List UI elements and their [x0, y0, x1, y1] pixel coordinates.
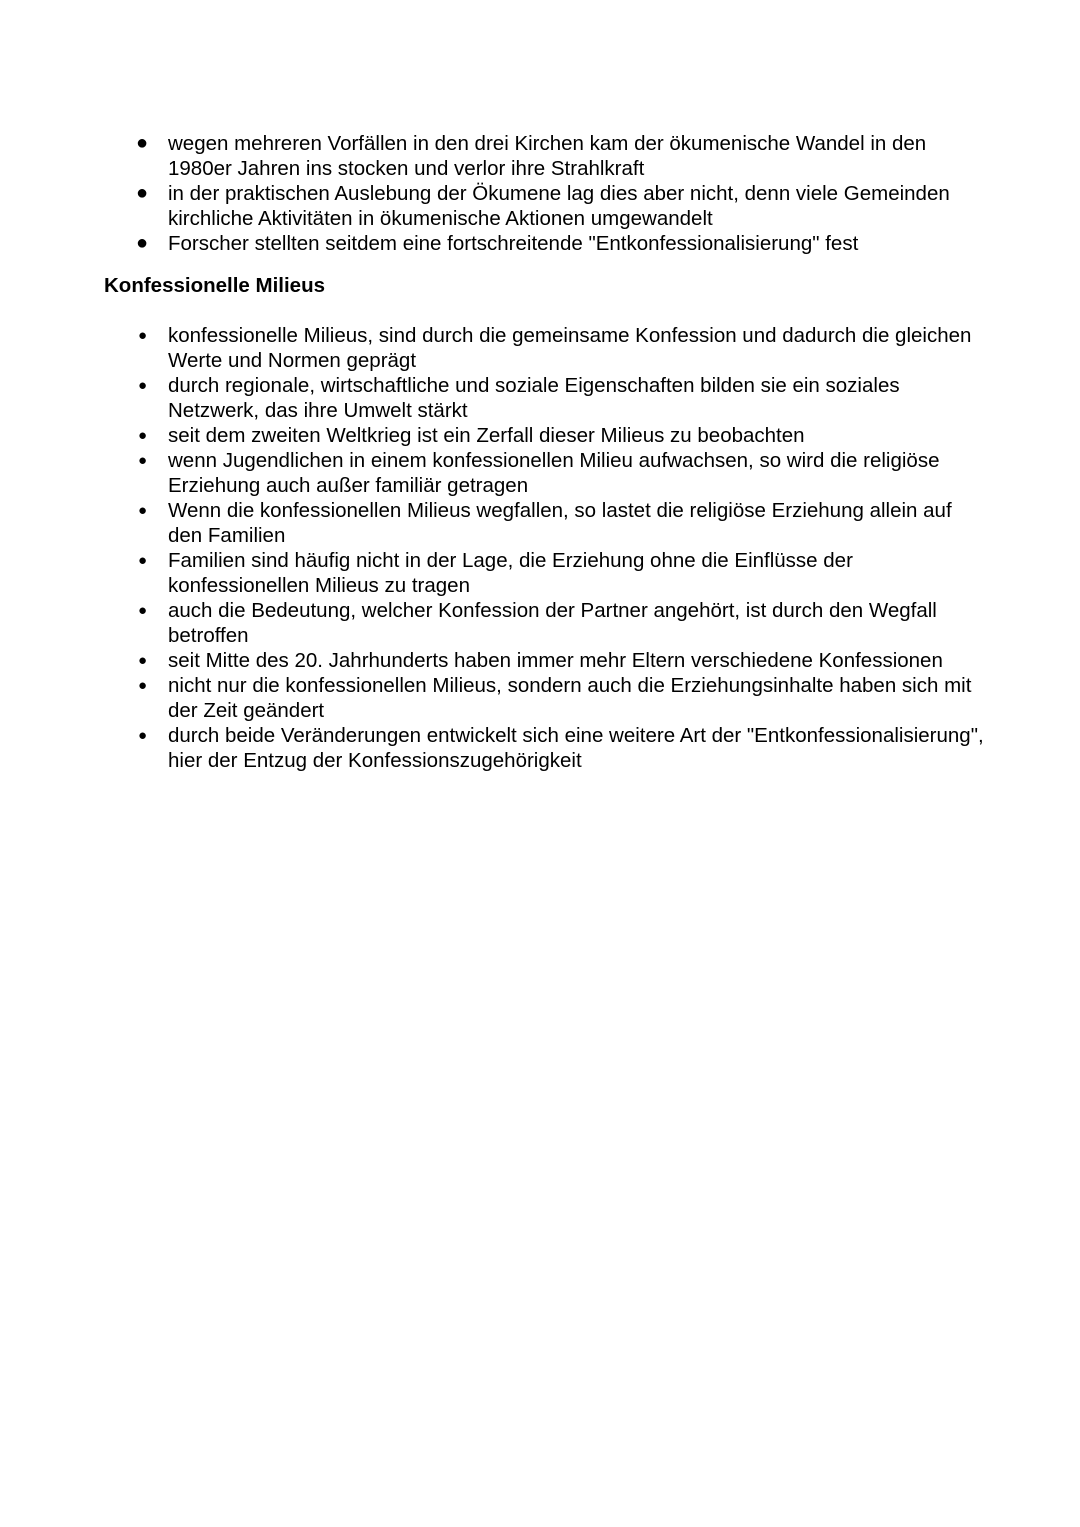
list-item-text: Familien sind häufig nicht in der Lage, die Erziehung ohne die Einflüsse der konfessionellen Milieus zu tragen [168, 549, 853, 597]
bullet-icon: ● [138, 377, 148, 394]
list-item [0, 131, 1080, 181]
bullet-list-oekumene [0, 131, 1080, 256]
section-heading: Konfessionelle Milieus [104, 274, 325, 297]
list-item-text: seit dem zweiten Weltkrieg ist ein Zerfall dieser Milieus zu beobachten [168, 424, 805, 447]
bullet-icon: ● [136, 232, 149, 254]
list-item [0, 323, 1080, 373]
list-item [0, 448, 1080, 498]
bullet-icon: ● [138, 427, 148, 444]
bullet-icon: ● [138, 602, 148, 619]
bullet-icon: ● [138, 727, 148, 744]
list-item [0, 598, 1080, 648]
bullet-icon: ● [138, 502, 148, 519]
list-item-text: auch die Bedeutung, welcher Konfession der Partner angehört, ist durch den Wegfall betroffen [168, 599, 937, 647]
bullet-icon: ● [136, 182, 149, 204]
bullet-icon: ● [138, 552, 148, 569]
bullet-icon: ● [138, 327, 148, 344]
bullet-icon: ● [138, 652, 148, 669]
list-item [0, 423, 1080, 448]
bullet-icon: ● [136, 132, 149, 154]
list-item-text: konfessionelle Milieus, sind durch die gemeinsame Konfession und dadurch die gleichen Werte und Normen geprägt [168, 324, 972, 372]
list-item [0, 723, 1080, 773]
bullet-icon: ● [138, 452, 148, 469]
list-item-text: Forscher stellten seitdem eine fortschreitende "Entkonfessionalisierung" fest [168, 232, 859, 255]
list-item [0, 231, 1080, 256]
list-item-text: Wenn die konfessionellen Milieus wegfallen, so lastet die religiöse Erziehung allein auf den Familien [168, 499, 952, 547]
list-item-text: wegen mehreren Vorfällen in den drei Kirchen kam der ökumenische Wandel in den 1980er Jahren ins stocken und verlor ihre Strahlkraft [168, 132, 927, 180]
list-item-text: seit Mitte des 20. Jahrhunderts haben immer mehr Eltern verschiedene Konfessionen [168, 649, 943, 672]
list-item [0, 673, 1080, 723]
list-item-text: nicht nur die konfessionellen Milieus, sondern auch die Erziehungsinhalte haben sich mit der Zeit geändert [168, 674, 972, 722]
list-item [0, 498, 1080, 548]
list-item [0, 181, 1080, 231]
list-item [0, 548, 1080, 598]
list-item-text: durch regionale, wirtschaftliche und soziale Eigenschaften bilden sie ein soziales Netzwerk, das ihre Umwelt stärkt [168, 374, 900, 422]
list-item-text: wenn Jugendlichen in einem konfessionellen Milieu aufwachsen, so wird die religiöse Erziehung auch außer familiär getragen [168, 449, 940, 497]
list-item [0, 373, 1080, 423]
list-item [0, 648, 1080, 673]
list-item-text: durch beide Veränderungen entwickelt sich eine weitere Art der "Entkonfessionalisierung", hier der Entzug der Konfessionszugehörigkeit [168, 724, 984, 772]
bullet-icon: ● [138, 677, 148, 694]
list-item-text: in der praktischen Auslebung der Ökumene lag dies aber nicht, denn viele Gemeinden kirchliche Aktivitäten in ökumenische Aktionen umgewandelt [168, 182, 950, 230]
bullet-list-milieus [0, 323, 1080, 773]
